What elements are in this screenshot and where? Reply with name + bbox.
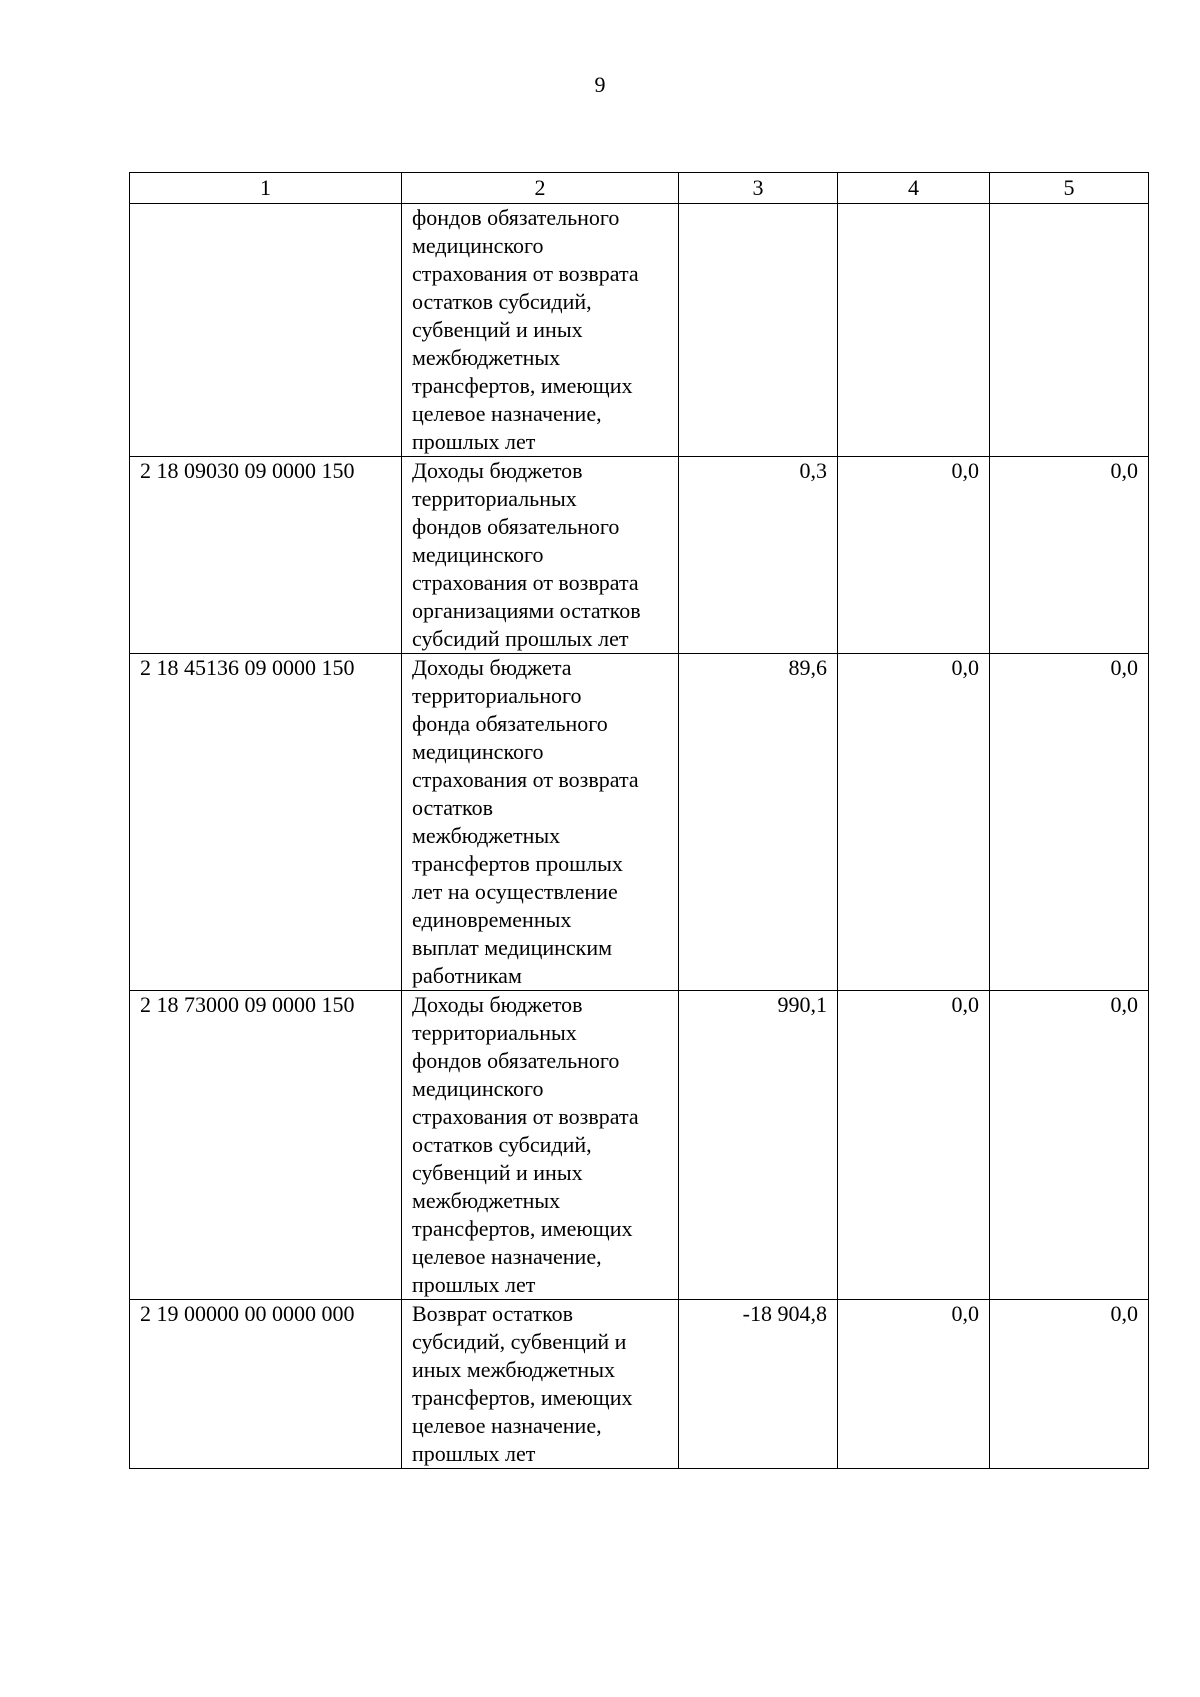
value-col3-cell: 89,6: [679, 654, 838, 991]
column-header-3: 3: [679, 173, 838, 204]
description-cell: Доходы бюджетов территориальных фондов обязательного медицинского страхования от возврата остатков субсидий, субвенций и иных межбюджетных трансфертов, имеющих целевое назначение, прошлых лет: [402, 991, 679, 1300]
value-col4-cell: 0,0: [838, 991, 990, 1300]
column-header-5: 5: [990, 173, 1149, 204]
description-cell: фондов обязательного медицинского страхования от возврата остатков субсидий, субвенций и иных межбюджетных трансфертов, имеющих целевое назначение, прошлых лет: [402, 204, 679, 457]
table-header-row: [130, 173, 1149, 204]
value-col5-cell: 0,0: [990, 991, 1149, 1300]
value-col5-cell: 0,0: [990, 654, 1149, 991]
table-row: [130, 654, 1149, 991]
table-row: [130, 991, 1149, 1300]
value-col3-cell: 990,1: [679, 991, 838, 1300]
table-row: [130, 204, 1149, 457]
page-number: 9: [594, 72, 606, 97]
budget-code-cell: 2 19 00000 00 0000 000: [130, 1300, 402, 1469]
column-header-4: 4: [838, 173, 990, 204]
description-cell: Возврат остатков субсидий, субвенций и иных межбюджетных трансфертов, имеющих целевое назначение, прошлых лет: [402, 1300, 679, 1469]
value-col4-cell: 0,0: [838, 1300, 990, 1469]
column-header-2: 2: [402, 173, 679, 204]
value-col5-cell: 0,0: [990, 1300, 1149, 1469]
value-col4-cell: [838, 204, 990, 457]
budget-code-cell: 2 18 45136 09 0000 150: [130, 654, 402, 991]
budget-code-cell: 2 18 09030 09 0000 150: [130, 457, 402, 654]
value-col4-cell: 0,0: [838, 654, 990, 991]
description-cell: Доходы бюджета территориального фонда обязательного медицинского страхования от возврата остатков межбюджетных трансфертов прошлых лет на осуществление единовременных выплат медицинским работникам: [402, 654, 679, 991]
table-row: [130, 1300, 1149, 1469]
value-col4-cell: 0,0: [838, 457, 990, 654]
description-cell: Доходы бюджетов территориальных фондов обязательного медицинского страхования от возврата организациями остатков субсидий прошлых лет: [402, 457, 679, 654]
value-col3-cell: -18 904,8: [679, 1300, 838, 1469]
budget-code-cell: 2 18 73000 09 0000 150: [130, 991, 402, 1300]
value-col5-cell: 0,0: [990, 457, 1149, 654]
budget-table: [129, 172, 1149, 1469]
value-col3-cell: [679, 204, 838, 457]
budget-code-cell: [130, 204, 402, 457]
column-header-1: 1: [130, 173, 402, 204]
value-col3-cell: 0,3: [679, 457, 838, 654]
value-col5-cell: [990, 204, 1149, 457]
table-row: [130, 457, 1149, 654]
